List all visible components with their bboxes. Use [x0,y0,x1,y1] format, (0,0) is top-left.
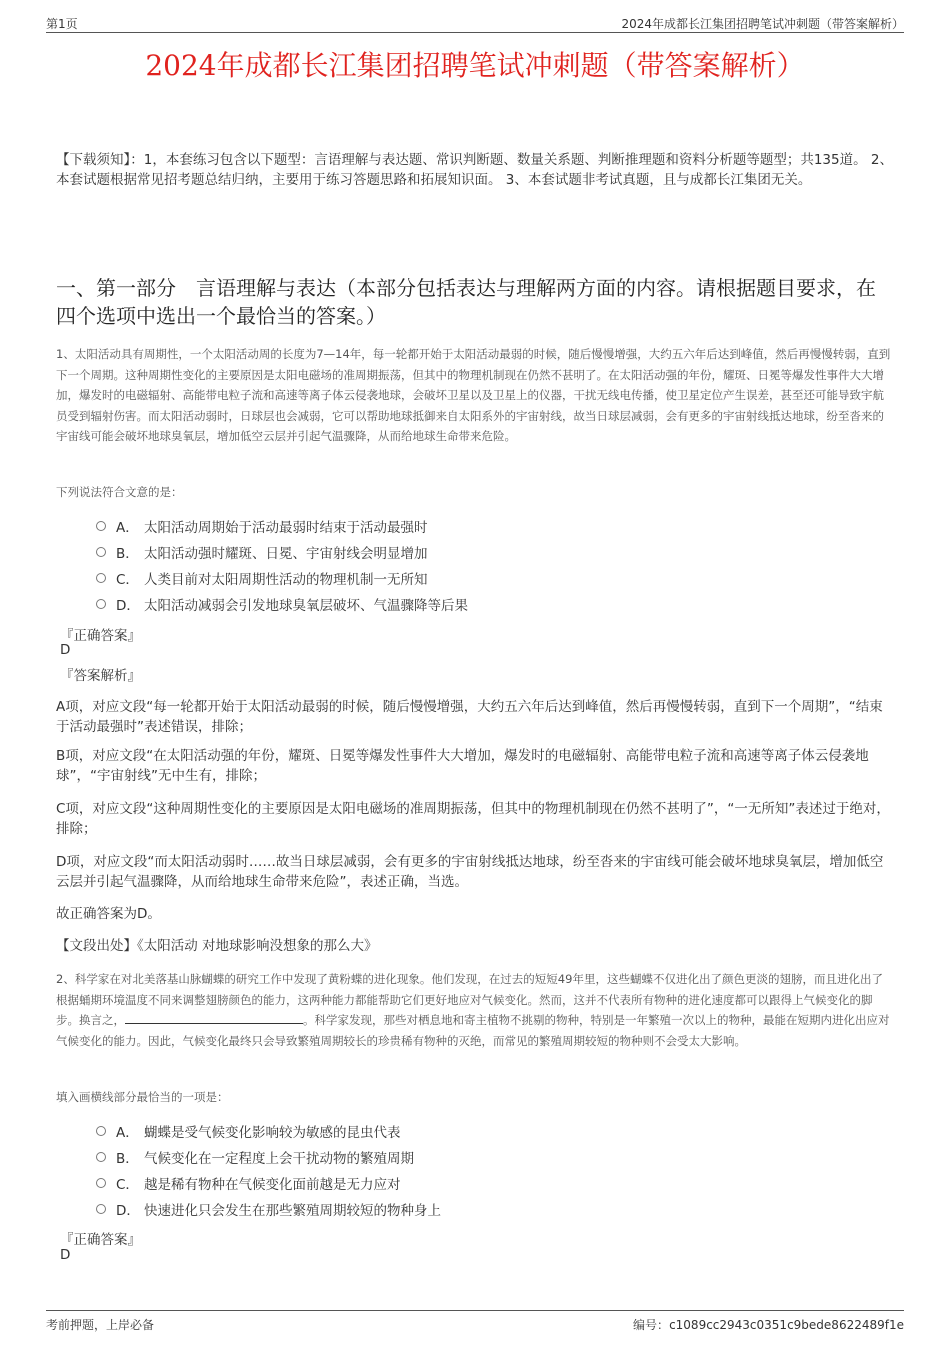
page-header [46,14,904,33]
q2-options [96,1118,441,1222]
q2-option-d[interactable]: D． 快速进化只会发生在那些繁殖周期较短的物种身上 [96,1196,441,1222]
q2-stem: 2、科学家在对北美落基山脉蝴蝶的研究工作中发现了黄粉蝶的进化现象。他们发现，在过去的短短49年里，这些蝴蝶不仅进化出了颜色更淡的翅膀，而且进化出了根据蛹期环境温度不同来调整翅膀颜色的能力，这两种能力都能帮助它们更好地应对气候变化。然而，这并不代表所有物种的进化速度都可以跟得上气候变化的脚步。换言之， 。科学家发现，那些对栖息地和寄主植物不挑剔的物种，特别是一年繁殖一次以上的物种，最能在短期内进化出应对气候变化的能力。因此，气候变化最终只会导致繁殖周期较长的珍贵稀有物种的灭绝，而常见的繁殖周期较短的物种则不会受太大影响。 [56,972,890,1048]
radio-icon[interactable] [96,547,106,557]
q1-answer-label: 『正确答案』 [60,628,141,644]
q1-option-a[interactable]: A． 太阳活动周期始于活动最弱时结束于活动最强时 [96,513,468,539]
q2-option-b[interactable]: B． 气候变化在一定程度上会干扰动物的繁殖周期 [96,1144,441,1170]
radio-icon[interactable] [96,1204,106,1214]
q1-analysis-label: 『答案解析』 [60,668,141,684]
section-heading: 一、第一部分 言语理解与表达（本部分包括表达与理解两方面的内容。请根据题目要求，在四个选项中选出一个最恰当的答案。） [56,276,876,328]
radio-icon[interactable] [96,599,106,609]
page-footer [46,1310,904,1333]
q2-option-a[interactable]: A． 蝴蝶是受气候变化影响较为敏感的昆虫代表 [96,1118,441,1144]
q1-option-b[interactable]: B． 太阳活动强时耀斑、日冕、宇宙射线会明显增加 [96,539,468,565]
page-number: 第1页 [46,17,78,31]
q1-option-c[interactable]: C． 人类目前对太阳周期性活动的物理机制一无所知 [96,565,468,591]
footer-slogan: 考前押题，上岸必备 [46,1318,155,1332]
radio-icon[interactable] [96,521,106,531]
header-doc-title: 2024年成都长江集团招聘笔试冲刺题（带答案解析） [621,17,904,31]
radio-icon[interactable] [96,1178,106,1188]
q1-analysis-a: A项，对应文段“每一轮都开始于太阳活动最弱的时候，随后慢慢增强，大约五六年后达到峰值，然后再慢慢转弱，直到下一个周期”，“结束于活动最强时”表述错误，排除； [56,699,883,735]
q1-analysis-c: C项，对应文段“这种周期性变化的主要原因是太阳电磁场的准周期振荡，但其中的物理机制现在仍然不甚明了”，“一无所知”表述过于绝对，排除； [56,801,890,837]
q2-option-c[interactable]: C． 越是稀有物种在气候变化面前越是无力应对 [96,1170,441,1196]
q2-answer-label: 『正确答案』 [60,1232,141,1248]
radio-icon[interactable] [96,1126,106,1136]
q2-answer: D [60,1247,71,1263]
footer-code: 编号：c1089cc2943c0351c9bede8622489f1e [633,1318,904,1332]
q1-option-d[interactable]: D． 太阳活动减弱会引发地球臭氧层破坏、气温骤降等后果 [96,591,468,617]
radio-icon[interactable] [96,573,106,583]
q1-analysis-d: D项，对应文段“而太阳活动弱时……故当日球层减弱，会有更多的宇宙射线抵达地球，纷至沓来的宇宙线可能会破坏地球臭氧层，增加低空云层并引起气温骤降，从而给地球生命带来危险”，表述正确，当选。 [56,854,884,890]
document-title: 2024年成都长江集团招聘笔试冲刺题（带答案解析） [145,49,805,82]
q1-analysis-b: B项，对应文段“在太阳活动强的年份，耀斑、日冕等爆发性事件大大增加，爆发时的电磁辐射、高能带电粒子流和高速等离子体云侵袭地球”，“宇宙射线”无中生有，排除； [56,748,869,784]
q2-prompt: 填入画横线部分最恰当的一项是： [56,1090,229,1104]
answer-blank [125,1011,303,1024]
radio-icon[interactable] [96,1152,106,1162]
q1-answer: D [60,642,71,658]
q1-prompt: 下列说法符合文意的是： [56,485,183,499]
q1-options [96,513,468,617]
q1-conclusion: 故正确答案为D。 [56,906,161,922]
q1-source: 【文段出处】《太阳活动 对地球影响没想象的那么大》 [56,938,378,954]
download-notice: 【下载须知】：1，本套练习包含以下题型：言语理解与表达题、常识判断题、数量关系题、判断推理题和资料分析题等题型；共135道。 2、本套试题根据常见招考题总结归纳，主要用于练习答题思路和拓展知识面。 3、本套试题非考试真题，且与成都长江集团无关。 [56,152,893,188]
q1-stem: 1、太阳活动具有周期性，一个太阳活动周的长度为7—14年，每一轮都开始于太阳活动最弱的时候，随后慢慢增强，大约五六年后达到峰值，然后再慢慢转弱，直到下一个周期。这种周期性变化的主要原因是太阳电磁场的准周期振荡，但其中的物理机制现在仍然不甚明了。在太阳活动强的年份，耀斑、日冕等爆发性事件大大增加，爆发时的电磁辐射、高能带电粒子流和高速等离子体云侵袭地球，会破坏卫星以及卫星上的仪器，干扰无线电传播，使卫星定位产生误差，甚至还可能导致宇航员受到辐射伤害。而太阳活动弱时，日球层也会减弱，它可以帮助地球抵御来自太阳系外的宇宙射线，故当日球层减弱，会有更多的宇宙射线抵达地球，纷至沓来的宇宙线可能会破坏地球臭氧层，增加低空云层并引起气温骤降，从而给地球生命带来危险。 [56,347,891,443]
